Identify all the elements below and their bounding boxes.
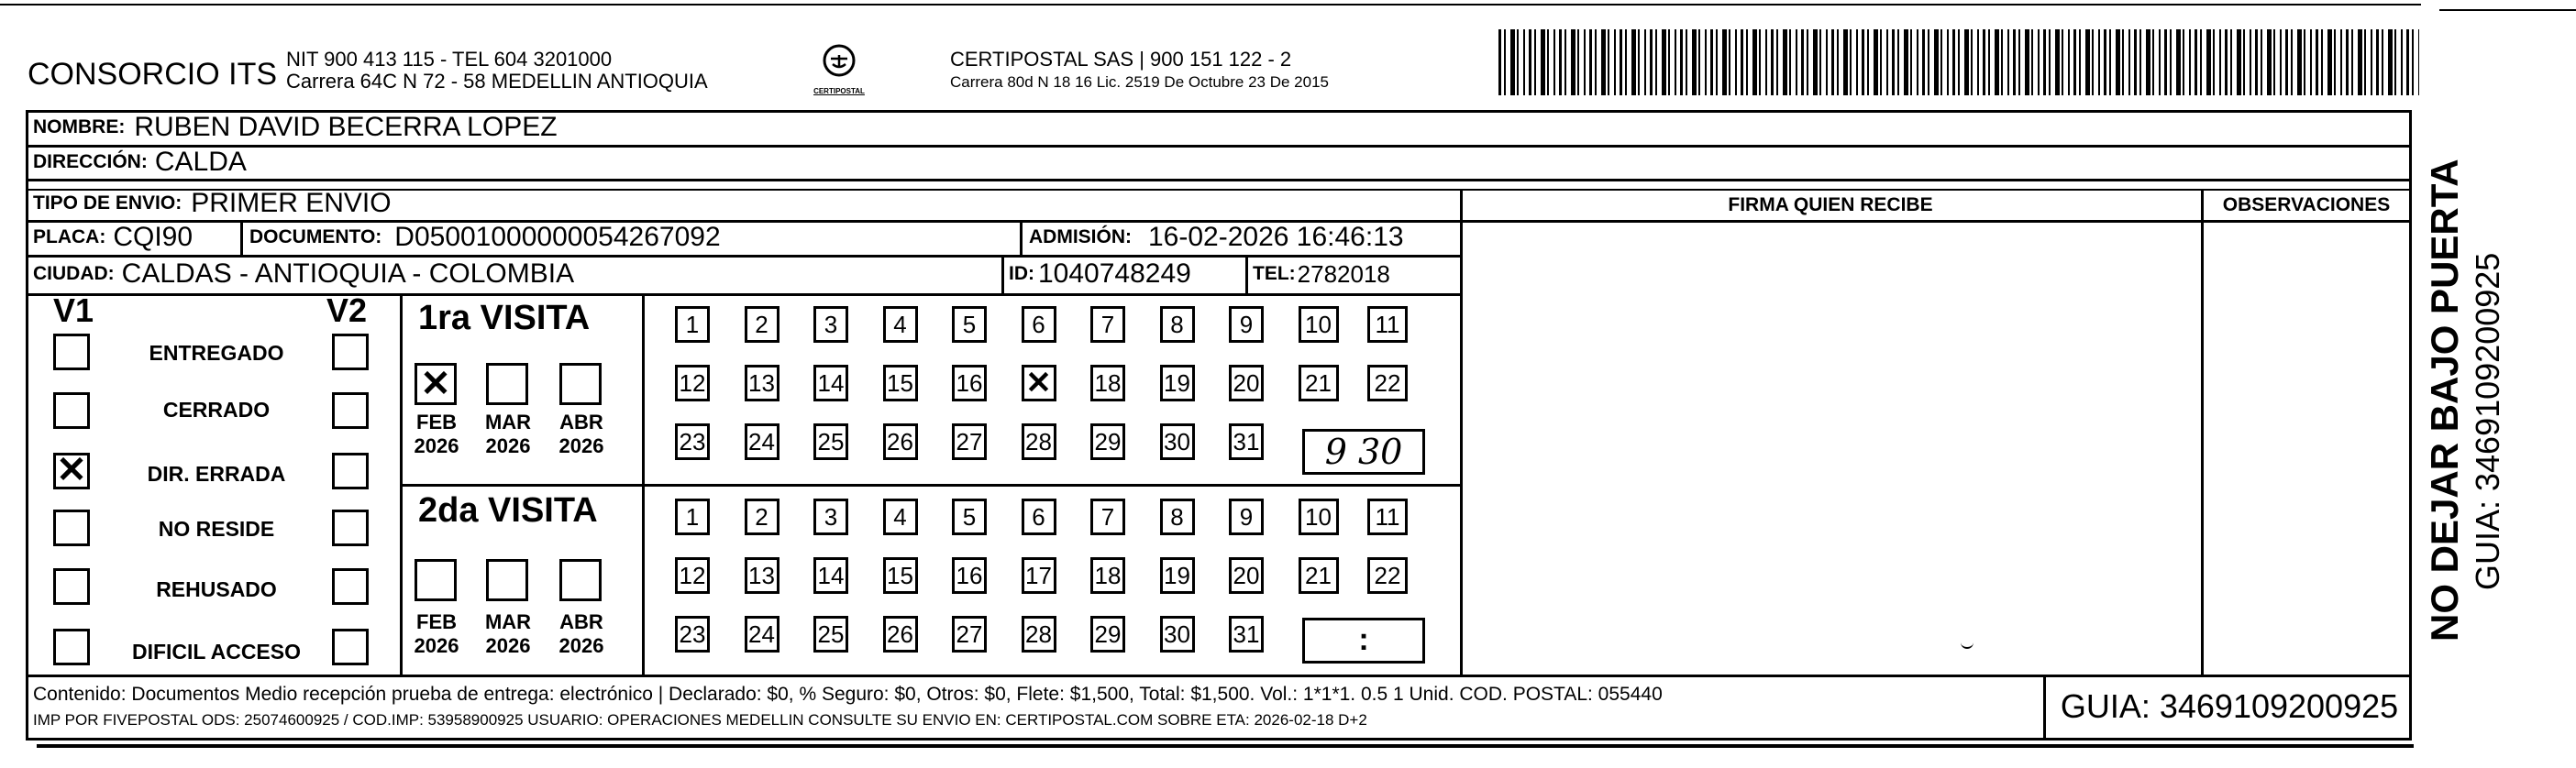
v2-cerrado-checkbox[interactable] — [332, 392, 369, 429]
day-number: 26 — [887, 428, 913, 455]
second-visit-day-6[interactable] — [1022, 499, 1056, 535]
first-visit-day-6[interactable] — [1022, 306, 1056, 343]
day-number: 9 — [1239, 503, 1254, 531]
day-number: 22 — [1374, 369, 1401, 397]
first-visit-day-10[interactable] — [1299, 306, 1339, 343]
day-number: 21 — [1305, 562, 1332, 589]
status-rehusado: REHUSADO — [156, 577, 277, 601]
day-number: 11 — [1375, 503, 1400, 531]
first-visit-time-box[interactable] — [1302, 429, 1425, 475]
first-visit-day-21[interactable] — [1299, 365, 1339, 401]
second-visit-day-18[interactable] — [1090, 557, 1125, 594]
day-number: 16 — [956, 369, 983, 397]
day-number: 13 — [748, 369, 775, 397]
tel-value: 2782018 — [1297, 259, 1390, 288]
day-number: 3 — [824, 311, 838, 338]
day-number: 13 — [748, 562, 775, 589]
day-number: 19 — [1164, 369, 1190, 397]
v2-rehusado-checkbox[interactable] — [332, 568, 369, 605]
documento-value: D05001000000054267092 — [394, 222, 721, 252]
col-firma-left — [1460, 189, 1463, 675]
footer-line1: Contenido: Documentos Medio recepción prueba de entrega: electrónico | Declarado: $0, % Seguro: $0, Otros: $0, Flete: $1,500, Total: $1,500. Vol.: 1*1*1. 0.5 1 Unid. COD. POSTAL: 055440 — [33, 684, 1663, 705]
second-visit-title: 2da VISITA — [418, 491, 598, 530]
v1-rehusado-checkbox[interactable] — [53, 568, 90, 605]
month-year: 2026 — [485, 434, 531, 457]
second-visit-month-abr — [554, 610, 609, 658]
day-number: 2 — [755, 311, 768, 338]
ciudad-label: CIUDAD: — [33, 263, 115, 284]
day-number: 15 — [887, 562, 913, 589]
first-visit-day-3[interactable] — [813, 306, 848, 343]
side-guia: GUIA: 3469109200925 — [2469, 252, 2506, 590]
first-visit-day-9[interactable] — [1229, 306, 1264, 343]
nombre-value: RUBEN DAVID BECERRA LOPEZ — [134, 112, 558, 142]
first-visit-month-abr-box[interactable] — [559, 363, 602, 405]
second-visit-day-22[interactable] — [1367, 557, 1408, 594]
row-line-footer — [26, 675, 2412, 677]
second-visit-day-26[interactable] — [883, 616, 918, 653]
admision-label: ADMISIÓN: — [1029, 226, 1132, 247]
day-number: 5 — [962, 503, 977, 531]
nombre-label: NOMBRE: — [33, 116, 126, 137]
right-top-line — [2439, 9, 2576, 11]
day-number: 7 — [1100, 311, 1115, 338]
second-visit-day-2[interactable] — [745, 499, 779, 535]
footer-guia-divider — [2043, 675, 2046, 741]
day-number: 1 — [685, 503, 700, 531]
status-cerrado: CERRADO — [162, 398, 271, 422]
bottom-edge-line — [37, 744, 2414, 748]
first-visit-day-30[interactable] — [1160, 423, 1195, 460]
day-number: 7 — [1100, 503, 1115, 531]
second-visit-day-15[interactable] — [883, 557, 918, 594]
admision-value: 16-02-2026 16:46:13 — [1148, 222, 1404, 252]
first-visit-day-23[interactable] — [675, 423, 710, 460]
second-visit-day-20[interactable] — [1229, 557, 1264, 594]
day-number: 8 — [1170, 503, 1184, 531]
direccion-row — [33, 145, 247, 180]
tel-row — [1253, 255, 1390, 293]
month-name: MAR — [484, 610, 532, 633]
first-visit-day-1[interactable] — [675, 306, 710, 343]
day-number: 29 — [1094, 428, 1122, 455]
first-visit-title: 1ra VISITA — [418, 299, 591, 337]
day-number: 6 — [1032, 503, 1045, 531]
visit-divider-v — [642, 293, 645, 675]
row-line-2 — [26, 179, 2412, 181]
second-visit-day-7[interactable] — [1090, 499, 1125, 535]
status-divider — [400, 293, 403, 675]
month-name: FEB — [416, 411, 457, 433]
first-visit-day-25[interactable] — [813, 423, 848, 460]
first-visit-day-5[interactable] — [952, 306, 987, 343]
v1-dir-errada-mark: ✕ — [56, 450, 87, 490]
second-visit-day-23[interactable] — [675, 616, 710, 653]
day-number: 10 — [1305, 311, 1332, 338]
day-number: 19 — [1164, 562, 1190, 589]
first-visit-day-29[interactable] — [1090, 423, 1125, 460]
carrier-line1: CERTIPOSTAL SAS | 900 151 122 - 2 — [950, 48, 1292, 71]
second-visit-day-12[interactable] — [675, 557, 710, 594]
v2-no-reside-checkbox[interactable] — [332, 510, 369, 546]
first-visit-day-18[interactable] — [1090, 365, 1125, 401]
col-obs-left — [2201, 189, 2204, 675]
second-visit-day-11[interactable] — [1367, 499, 1408, 535]
direccion-label: DIRECCIÓN: — [33, 151, 148, 172]
first-visit-day-26[interactable] — [883, 423, 918, 460]
day-number: 28 — [1025, 620, 1052, 648]
second-visit-day-27[interactable] — [952, 616, 987, 653]
day-number: 11 — [1375, 311, 1400, 338]
day-number: 9 — [1239, 311, 1254, 338]
visit-divider — [400, 484, 1460, 487]
barcode — [1498, 29, 2419, 95]
documento-row — [249, 220, 721, 255]
day-number: 5 — [962, 311, 977, 338]
day-number: 18 — [1094, 562, 1122, 589]
first-visit-day-31[interactable] — [1229, 423, 1264, 460]
month-name: ABR — [559, 610, 603, 633]
day-number: 25 — [817, 428, 845, 455]
second-visit-day-10[interactable] — [1299, 499, 1339, 535]
day-number: 4 — [893, 311, 907, 338]
day-number: 12 — [679, 562, 706, 589]
first-visit-month-mar — [481, 411, 536, 458]
first-visit-day-17[interactable] — [1022, 365, 1056, 401]
month-name: ABR — [559, 411, 603, 433]
observaciones-header: OBSERVACIONES — [2222, 194, 2391, 215]
row-line-1 — [26, 145, 2412, 148]
first-visit-day-12[interactable] — [675, 365, 710, 401]
first-visit-month-feb-box[interactable] — [415, 363, 457, 405]
day-number: 30 — [1164, 428, 1190, 455]
day-number: 1 — [685, 311, 700, 338]
day-number: 25 — [817, 620, 845, 648]
second-visit-day-28[interactable] — [1022, 616, 1056, 653]
day-number: 24 — [748, 620, 775, 648]
tel-label: TEL: — [1253, 263, 1296, 284]
day-number: 2 — [755, 503, 768, 531]
admision-divider — [1020, 220, 1023, 255]
second-visit-day-8[interactable] — [1160, 499, 1195, 535]
second-visit-month-feb — [409, 610, 464, 658]
no-dejar-warning: NO DEJAR BAJO PUERTA — [2423, 159, 2466, 642]
v2-entregado-checkbox[interactable] — [332, 334, 369, 370]
footer-line2: IMP POR FIVEPOSTAL ODS: 25074600925 / COD.IMP: 53958900925 USUARIO: OPERACIONES MEDELLIN CONSULTE SU ENVIO EN: CERTIPOSTAL.COM SOBRE ETA: 2026-02-18 D+2 — [33, 711, 1367, 729]
placa-label: PLACA: — [33, 226, 106, 247]
first-visit-day-2[interactable] — [745, 306, 779, 343]
first-visit-day-20[interactable] — [1229, 365, 1264, 401]
id-row — [1009, 255, 1191, 293]
first-visit-day-mark: ✕ — [1025, 366, 1052, 400]
second-visit-day-1[interactable] — [675, 499, 710, 535]
v1-cerrado-checkbox[interactable] — [53, 392, 90, 429]
id-label: ID: — [1009, 263, 1034, 284]
first-visit-day-19[interactable] — [1160, 365, 1195, 401]
company-name: CONSORCIO ITS — [28, 57, 278, 92]
tipo-value: PRIMER ENVIO — [191, 188, 392, 218]
v2-dificil-acceso-checkbox[interactable] — [332, 629, 369, 665]
second-visit-day-25[interactable] — [813, 616, 848, 653]
first-visit-day-22[interactable] — [1367, 365, 1408, 401]
first-visit-day-16[interactable] — [952, 365, 987, 401]
day-number: 26 — [887, 620, 913, 648]
second-visit-day-9[interactable] — [1229, 499, 1264, 535]
day-number: 27 — [956, 428, 983, 455]
ciudad-row — [33, 255, 574, 293]
month-year: 2026 — [414, 434, 459, 457]
day-number: 12 — [679, 369, 706, 397]
first-visit-day-24[interactable] — [745, 423, 779, 460]
second-visit-month-mar-box[interactable] — [486, 559, 528, 601]
footer-guia: GUIA: 3469109200925 — [2060, 687, 2399, 725]
logo-caption: CERTIPOSTAL — [813, 87, 865, 95]
day-number: 29 — [1094, 620, 1122, 648]
top-edge-line — [0, 4, 2421, 5]
documento-label: DOCUMENTO: — [249, 226, 382, 247]
first-visit-day-28[interactable] — [1022, 423, 1056, 460]
first-visit-day-15[interactable] — [883, 365, 918, 401]
day-number: 27 — [956, 620, 983, 648]
second-visit-month-feb-box[interactable] — [415, 559, 457, 601]
day-number: 31 — [1233, 428, 1260, 455]
nombre-row — [33, 110, 558, 145]
second-visit-month-mar — [481, 610, 536, 658]
second-visit-day-16[interactable] — [952, 557, 987, 594]
month-name: MAR — [484, 411, 532, 433]
tipo-label: TIPO DE ENVIO: — [33, 192, 182, 214]
second-visit-day-4[interactable] — [883, 499, 918, 535]
day-number: 4 — [893, 503, 907, 531]
second-visit-day-29[interactable] — [1090, 616, 1125, 653]
first-visit-day-8[interactable] — [1160, 306, 1195, 343]
tipo-row — [33, 186, 392, 221]
second-visit-day-5[interactable] — [952, 499, 987, 535]
placa-row — [33, 220, 193, 255]
day-number: 16 — [956, 562, 983, 589]
day-number: 10 — [1305, 503, 1332, 531]
first-visit-day-11[interactable] — [1367, 306, 1408, 343]
day-number: 14 — [817, 562, 845, 589]
id-divider — [1001, 255, 1004, 293]
second-visit-day-21[interactable] — [1299, 557, 1339, 594]
second-visit-day-19[interactable] — [1160, 557, 1195, 594]
second-visit-day-13[interactable] — [745, 557, 779, 594]
day-number: 17 — [1025, 562, 1052, 589]
status-entregado: ENTREGADO — [149, 341, 284, 365]
first-visit-day-13[interactable] — [745, 365, 779, 401]
first-visit-day-7[interactable] — [1090, 306, 1125, 343]
day-number: 8 — [1170, 311, 1184, 338]
second-visit-day-14[interactable] — [813, 557, 848, 594]
status-no-reside: NO RESIDE — [158, 517, 275, 541]
v1-dificil-acceso-checkbox[interactable] — [53, 629, 90, 665]
id-value: 1040748249 — [1038, 258, 1191, 289]
firma-header: FIRMA QUIEN RECIBE — [1728, 194, 1933, 215]
second-visit-month-abr-box[interactable] — [559, 559, 602, 601]
first-visit-day-14[interactable] — [813, 365, 848, 401]
day-number: 20 — [1233, 562, 1260, 589]
ciudad-value: CALDAS - ANTIOQUIA - COLOMBIA — [121, 258, 575, 289]
carrier-line2: Carrera 80d N 18 16 Lic. 2519 De Octubre 23 De 2015 — [950, 73, 1329, 91]
day-number: 20 — [1233, 369, 1260, 397]
second-visit-time-box[interactable] — [1302, 618, 1425, 664]
day-number: 28 — [1025, 428, 1052, 455]
placa-divider — [240, 220, 243, 255]
v1-header: V1 — [53, 291, 94, 329]
row-line-6 — [26, 293, 1460, 296]
v2-header: V2 — [326, 291, 368, 329]
second-visit-day-30[interactable] — [1160, 616, 1195, 653]
second-visit-day-3[interactable] — [813, 499, 848, 535]
company-line1: NIT 900 413 115 - TEL 604 3201000 — [286, 48, 613, 71]
day-number: 22 — [1374, 562, 1401, 589]
day-number: 21 — [1305, 369, 1332, 397]
admision-row — [1029, 220, 1404, 255]
day-number: 18 — [1094, 369, 1122, 397]
tel-divider — [1245, 255, 1248, 293]
second-visit-day-24[interactable] — [745, 616, 779, 653]
v2-dir-errada-checkbox[interactable] — [332, 453, 369, 489]
second-visit-day-17[interactable] — [1022, 557, 1056, 594]
direccion-value: CALDA — [154, 147, 247, 177]
second-visit-time: : — [1358, 622, 1369, 657]
first-visit-month-abr — [554, 411, 609, 458]
month-year: 2026 — [414, 634, 459, 657]
status-dificil-acceso: DIFICIL ACCESO — [131, 640, 301, 664]
certipostal-logo — [813, 42, 866, 99]
second-visit-day-31[interactable] — [1229, 616, 1264, 653]
day-number: 24 — [748, 428, 775, 455]
first-visit-month-mark: ✕ — [420, 364, 451, 404]
first-visit-day-27[interactable] — [952, 423, 987, 460]
v1-entregado-checkbox[interactable] — [53, 334, 90, 370]
month-name: FEB — [416, 610, 457, 633]
day-number: 30 — [1164, 620, 1190, 648]
day-number: 14 — [817, 369, 845, 397]
v1-dir-errada-checkbox[interactable] — [53, 450, 90, 490]
day-number: 31 — [1233, 620, 1260, 648]
first-visit-month-feb — [409, 411, 464, 458]
month-year: 2026 — [558, 434, 604, 457]
month-year: 2026 — [558, 634, 604, 657]
company-line2: Carrera 64C N 72 - 58 MEDELLIN ANTIOQUIA — [286, 70, 708, 93]
day-number: 23 — [679, 428, 706, 455]
day-number: 15 — [887, 369, 913, 397]
first-visit-day-4[interactable] — [883, 306, 918, 343]
day-number: 23 — [679, 620, 706, 648]
first-visit-month-mar-box[interactable] — [486, 363, 528, 405]
v1-no-reside-checkbox[interactable] — [53, 510, 90, 546]
day-number: 3 — [824, 503, 838, 531]
month-year: 2026 — [485, 634, 531, 657]
status-dir-errada: DIR. ERRADA — [147, 462, 286, 486]
first-visit-time: 9 30 — [1324, 432, 1403, 472]
side-vertical-text — [2421, 128, 2549, 642]
day-number: 6 — [1032, 311, 1045, 338]
placa-value: CQI90 — [113, 222, 193, 252]
